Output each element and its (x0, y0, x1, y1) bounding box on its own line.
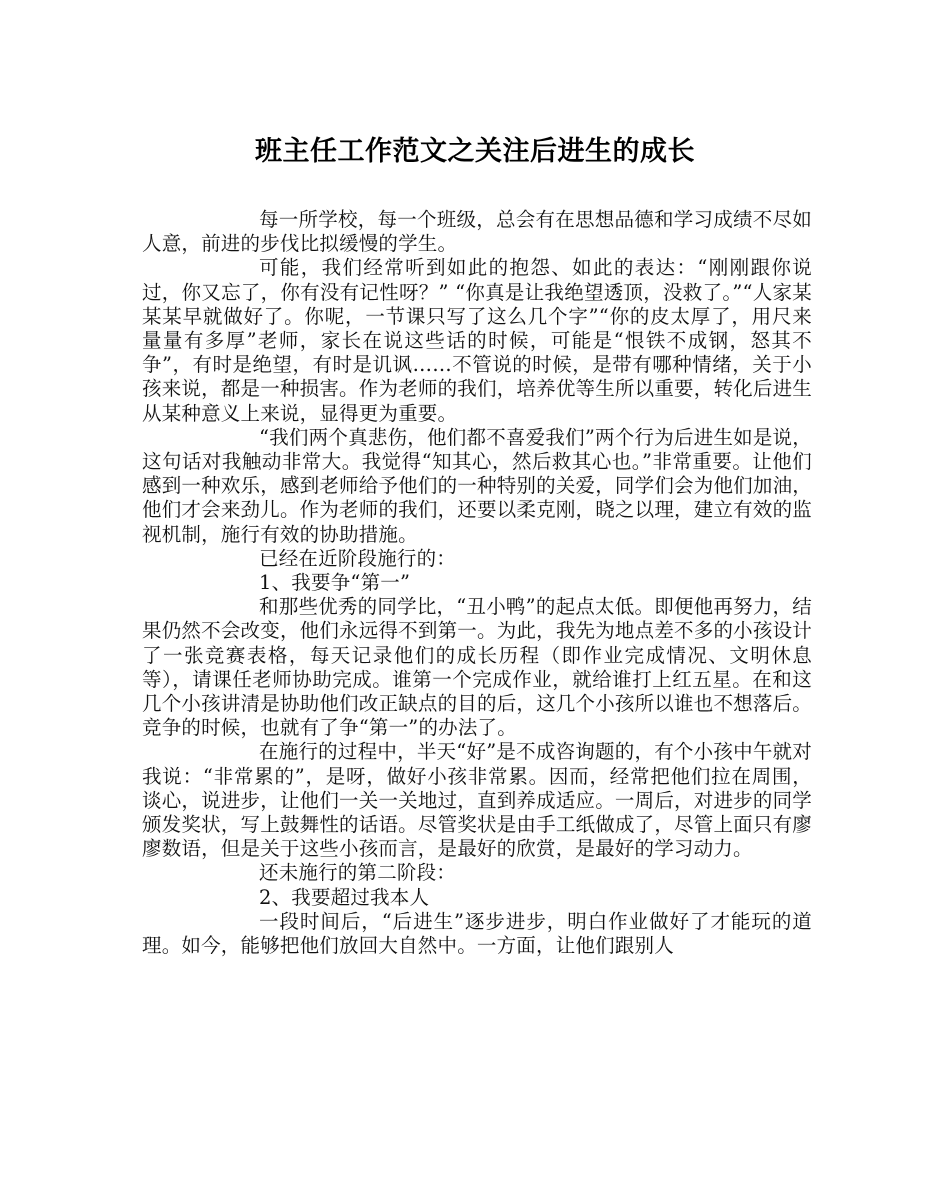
section-heading: 2、我要超过我本人 (259, 885, 430, 909)
document-body (142, 208, 812, 958)
paragraph: 已经在近阶段施行的： (259, 546, 457, 570)
document-title: 班主任工作范文之关注后进生的成长 (255, 136, 695, 167)
paragraph: 每一所学校，每一个班级，总会有在思想品德和学习成绩不尽如人意，前进的步伐比拟缓慢的学生。 (142, 208, 812, 256)
paragraph: 一段时间后，“后进生”逐步进步，明白作业做好了才能玩的道理。如今，能够把他们放回大自然中。一方面，让他们跟别人 (142, 909, 812, 958)
section-heading: 1、我要争“第一” (259, 571, 411, 595)
paragraph: 在施行的过程中，半天“好”是不成咨询题的，有个小孩中午就对我说：“非常累的”，是呀，做好小孩非常累。因而，经常把他们拉在周围，谈心，说进步，让他们一关一关地过，直到养成适应。一周后，对进步的同学颁发奖状，写上鼓舞性的话语。尽管奖状是由手工纸做成了，尽管上面只有廖廖数语，但是关于这些小孩而言，是最好的欣赏，是最好的学习动力。 (142, 740, 812, 861)
paragraph: 还未施行的第二阶段： (259, 861, 457, 885)
paragraph: “我们两个真悲伤，他们都不喜爱我们”两个行为后进生如是说，这句话对我触动非常大。我觉得“知其心，然后救其心也。”非常重要。让他们感到一种欢乐，感到老师给予他们的一种特别的关爱，同学们会为他们加油，他们才会来劲儿。作为老师的我们，还要以柔克刚，晓之以理，建立有效的监视机制，施行有效的协助措施。 (142, 425, 812, 546)
paragraph: 和那些优秀的同学比，“丑小鸭”的起点太低。即便他再努力，结果仍然不会改变，他们永远得不到第一。为此，我先为地点差不多的小孩设计了一张竞赛表格，每天记录他们的成长历程（即作业完成情况、文明休息等），请课任老师协助完成。谁第一个完成作业，就给谁打上红五星。在和这几个小孩讲清是协助他们改正缺点的目的后，这几个小孩所以谁也不想落后。竞争的时候，也就有了争“第一”的办法了。 (142, 595, 812, 740)
paragraph: 可能，我们经常听到如此的抱怨、如此的表达：“刚刚跟你说过，你又忘了，你有没有记性呀？” “你真是让我绝望透顶，没救了。”“人家某某某早就做好了。你呢，一节课只写了这么几个字”“你的皮太厚了，用尺来量量有多厚”老师，家长在说这些话的时候，可能是“恨铁不成钢，怒其不争”，有时是绝望，有时是讥讽……不管说的时候，是带有哪种情绪，关于小孩来说，都是一种损害。作为老师的我们，培养优等生所以重要，转化后进生从某种意义上来说，显得更为重要。 (142, 256, 812, 425)
